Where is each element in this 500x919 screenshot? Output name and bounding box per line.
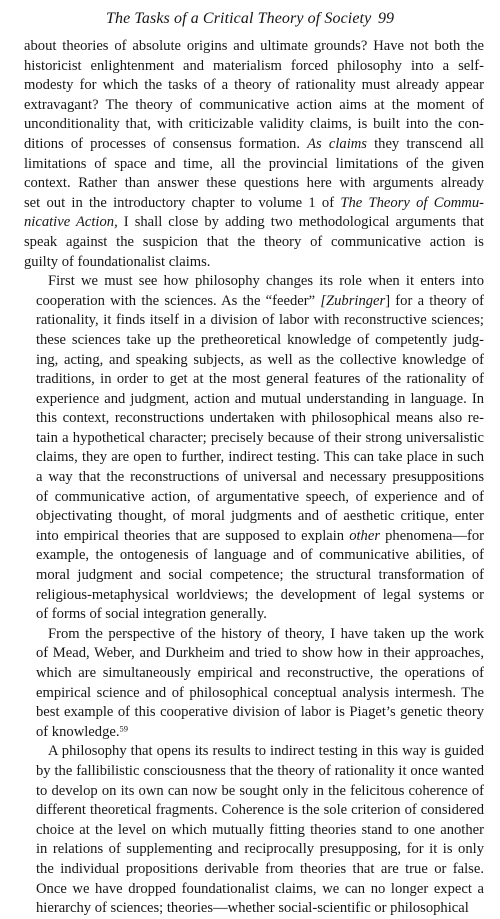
page-number: 99	[378, 10, 394, 27]
text-line: best example of this cooperative division of labor is Piaget’s genetic theory	[36, 704, 484, 721]
text-line: by the fallibilistic consciousness that the theory of rationality it once wanted	[36, 762, 484, 779]
text-line: religious-metaphysical worldviews; the development of legal systems or	[36, 586, 484, 603]
running-title: The Tasks of a Critical Theory of Society	[106, 10, 372, 27]
text-line: choice at the level on which mutually fitting theories stand to one another	[36, 821, 484, 838]
text-line: ing, acting, and speaking subjects, as well as the collective knowledge of	[36, 351, 484, 368]
text-line: A philosophy that opens its results to indirect testing in this way is guided	[48, 743, 484, 760]
text-line: speak against the suspicion that the theory of communicative action is	[24, 233, 484, 250]
text-line: unconditionality that, with criticizable validity claims, is built into the con-	[24, 116, 484, 133]
text-line: example, the ontogenesis of language and of communicative abilities, of	[36, 547, 484, 564]
running-header	[0, 10, 500, 32]
text-line: of communicative action, of argumentative speech, of experience and of	[36, 488, 484, 505]
text-line: tain a hypothetical character; precisely because of their strong universalistic	[36, 429, 484, 446]
text-line: in relations of supplementing and reciprocally presupposing, for it is only	[36, 841, 484, 858]
paragraph	[24, 37, 484, 272]
text-line: of knowledge.$^{59}$	[36, 723, 128, 740]
paragraph	[24, 742, 484, 918]
text-line: historicist enlightenment and materialism forced philosophy into a self-	[24, 57, 484, 74]
paragraph	[24, 272, 484, 625]
text-line: this context, reconstructions undertaken with philosophical means also re-	[36, 410, 484, 427]
text-line: limitations of space and time, all the provincial limitations of the given	[24, 155, 484, 172]
text-line: set out in the introductory chapter to volume 1 of The Theory of Commu-	[24, 194, 484, 211]
text-line: moral judgment and social competence; the structural transformation of	[36, 567, 484, 584]
text-line: of Mead, Weber, and Durkheim and tried to show how in their approaches,	[36, 645, 484, 662]
text-line: Once we have dropped foundationalist claims, we can no longer expect a	[36, 880, 484, 897]
body-text	[24, 37, 484, 919]
text-line: claims, they are open to further, indirect testing. This can take place in such	[36, 449, 484, 466]
text-line: these sciences take up the pretheoretical knowledge of competently judg-	[36, 331, 484, 348]
text-line: different theoretical fragments. Coherence is the sole criterion of considered	[36, 802, 484, 819]
text-line: empirical science and of philosophical conceptual analysis intermesh. The	[36, 684, 484, 701]
text-line: context. Rather than answer these questions here with arguments already	[24, 175, 484, 192]
text-line: about theories of absolute origins and ultimate grounds? Have not both the	[24, 38, 484, 54]
text-line: of forms of social integration generally.	[36, 606, 267, 623]
text-line: into empirical theories that are supposed to explain other phenomena—for	[36, 527, 484, 544]
text-line: hierarchy of sciences; theories—whether social-scientific or philosophical	[36, 900, 469, 917]
text-line: cooperation with the sciences. As the “feeder” [Zubringer] for a theory of	[36, 292, 484, 309]
text-line: rationality, it finds itself in a division of labor with reconstructive sciences;	[36, 312, 484, 329]
paragraph	[24, 625, 484, 743]
text-line: objectivating thought, of moral judgments and of aesthetic critique, enter	[36, 508, 484, 525]
text-line: guilty of foundationalist claims.	[24, 253, 211, 270]
text-line: First we must see how philosophy changes its role when it enters into	[48, 273, 484, 290]
text-line: ditions of processes of consensus formation. As claims they transcend all	[24, 135, 484, 152]
text-line: experience and judgment, action and mutual understanding in language. In	[36, 390, 484, 407]
text-line: nicative Action, I shall close by adding two methodological arguments that	[24, 214, 484, 231]
text-line: modesty for which the tasks of a theory of rationality must already appear	[24, 77, 484, 94]
text-line: the individual propositions derivable from theories that are true or false.	[36, 860, 484, 877]
text-line: to develop on its own can now be sought only in the felicitous coherence of	[36, 782, 484, 799]
text-line: extravagant? The theory of communicative action aims at the moment of	[24, 96, 484, 113]
text-line: From the perspective of the history of theory, I have taken up the work	[48, 625, 484, 642]
text-line: a way that the reconstructions of universal and necessary presuppositions	[36, 469, 484, 486]
text-line: traditions, in order to get at the most general features of the rationality of	[36, 371, 484, 388]
text-line: which are simultaneously empirical and reconstructive, the operations of	[36, 665, 484, 681]
